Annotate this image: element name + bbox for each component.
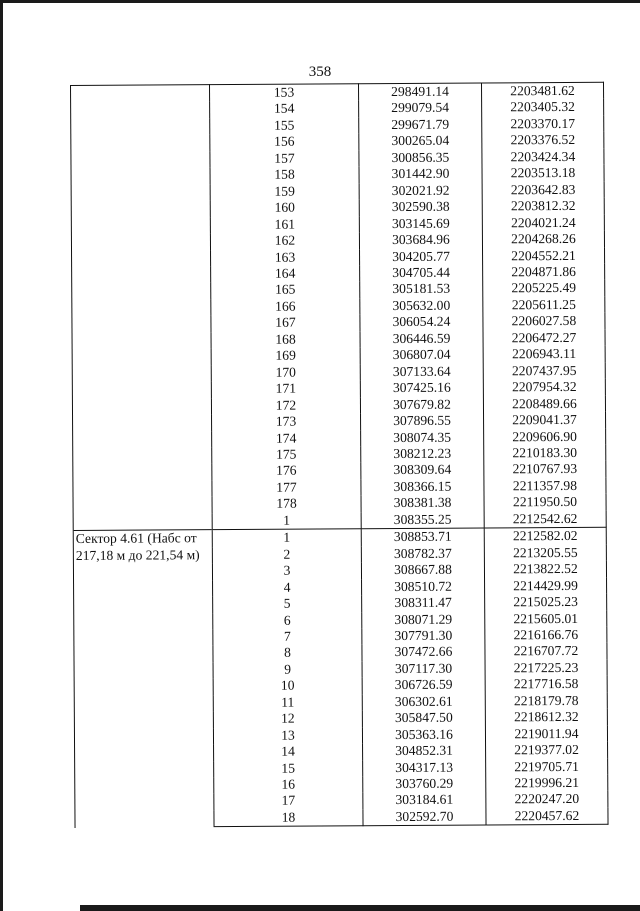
x-coordinate-cell: 304317.13 xyxy=(363,759,486,776)
point-number-cell: 161 xyxy=(210,216,359,233)
x-coordinate-cell: 308366.15 xyxy=(361,478,484,495)
x-coordinate-cell: 308355.25 xyxy=(361,511,484,529)
y-coordinate-cell: 2211950.50 xyxy=(484,494,606,511)
point-number-cell: 172 xyxy=(211,397,360,414)
x-coordinate-cell: 308667.88 xyxy=(361,562,484,579)
y-coordinate-cell: 2207954.32 xyxy=(483,379,605,396)
x-coordinate-cell: 306807.04 xyxy=(360,347,483,364)
point-number-cell: 154 xyxy=(210,101,359,118)
x-coordinate-cell: 299671.79 xyxy=(359,116,482,133)
x-coordinate-cell: 306446.59 xyxy=(360,330,483,347)
point-number-cell: 17 xyxy=(214,793,363,810)
x-coordinate-cell: 304205.77 xyxy=(360,248,483,265)
point-number-cell: 10 xyxy=(213,678,362,695)
x-coordinate-cell: 308212.23 xyxy=(361,445,484,462)
point-number-cell: 5 xyxy=(213,595,362,612)
y-coordinate-cell: 2206472.27 xyxy=(483,330,605,347)
point-number-cell: 165 xyxy=(211,282,360,299)
x-coordinate-cell: 307117.30 xyxy=(362,660,485,677)
y-coordinate-cell: 2206943.11 xyxy=(483,346,605,363)
y-coordinate-cell: 2205611.25 xyxy=(483,297,605,314)
point-number-cell: 170 xyxy=(211,364,360,381)
x-coordinate-cell: 308381.38 xyxy=(361,495,484,512)
point-number-cell: 14 xyxy=(214,743,363,760)
x-coordinate-cell: 301442.90 xyxy=(359,166,482,183)
y-coordinate-cell: 2204268.26 xyxy=(482,231,604,248)
x-coordinate-cell: 305632.00 xyxy=(360,297,483,314)
scan-edge-top xyxy=(0,0,640,3)
point-number-cell: 163 xyxy=(211,249,360,266)
y-coordinate-cell: 2219011.94 xyxy=(485,725,607,742)
point-number-cell: 13 xyxy=(213,727,362,744)
point-number-cell: 177 xyxy=(212,479,361,496)
y-coordinate-cell: 2208489.66 xyxy=(483,395,605,412)
point-number-cell: 175 xyxy=(212,446,361,463)
x-coordinate-cell: 307791.30 xyxy=(362,627,485,644)
y-coordinate-cell: 2218612.32 xyxy=(485,709,607,726)
point-number-cell: 18 xyxy=(214,809,363,827)
x-coordinate-cell: 308074.35 xyxy=(361,429,484,446)
point-number-cell: 156 xyxy=(210,134,359,151)
x-coordinate-cell: 305363.16 xyxy=(362,726,485,743)
y-coordinate-cell: 2203376.52 xyxy=(482,132,604,149)
point-number-cell: 174 xyxy=(212,430,361,447)
point-number-cell: 160 xyxy=(210,199,359,216)
y-coordinate-cell: 2210183.30 xyxy=(484,445,606,462)
y-coordinate-cell: 2209041.37 xyxy=(484,412,606,429)
y-coordinate-cell: 2216707.72 xyxy=(485,643,607,660)
point-number-cell: 157 xyxy=(210,150,359,167)
point-number-cell: 159 xyxy=(210,183,359,200)
y-coordinate-cell: 2211357.98 xyxy=(484,478,606,495)
point-number-cell: 178 xyxy=(212,496,361,513)
y-coordinate-cell: 2203370.17 xyxy=(482,116,604,133)
x-coordinate-cell: 303145.69 xyxy=(359,215,482,232)
y-coordinate-cell: 2219377.02 xyxy=(486,742,608,759)
y-coordinate-cell: 2219996.21 xyxy=(486,775,608,792)
point-number-cell: 168 xyxy=(211,331,360,348)
y-coordinate-cell: 2220247.20 xyxy=(486,791,608,808)
x-coordinate-cell: 308853.71 xyxy=(361,528,484,546)
point-number-cell: 166 xyxy=(211,298,360,315)
x-coordinate-cell: 303684.96 xyxy=(359,232,482,249)
y-coordinate-cell: 2203424.34 xyxy=(482,149,604,166)
x-coordinate-cell: 302590.38 xyxy=(359,199,482,216)
x-coordinate-cell: 307896.55 xyxy=(361,413,484,430)
point-number-cell: 171 xyxy=(211,380,360,397)
point-number-cell: 176 xyxy=(212,463,361,480)
y-coordinate-cell: 2203481.62 xyxy=(481,82,603,100)
x-coordinate-cell: 308510.72 xyxy=(362,578,485,595)
point-number-cell: 153 xyxy=(210,84,359,102)
x-coordinate-cell: 305847.50 xyxy=(362,710,485,727)
y-coordinate-cell: 2214429.99 xyxy=(485,577,607,594)
y-coordinate-cell: 2203642.83 xyxy=(482,181,604,198)
point-number-cell: 7 xyxy=(213,628,362,645)
y-coordinate-cell: 2217716.58 xyxy=(485,676,607,693)
point-number-cell: 155 xyxy=(210,117,359,134)
x-coordinate-cell: 304852.31 xyxy=(363,743,486,760)
y-coordinate-cell: 2204871.86 xyxy=(483,264,605,281)
sector-name-cell xyxy=(71,85,213,531)
x-coordinate-cell: 303760.29 xyxy=(363,776,486,793)
x-coordinate-cell: 305181.53 xyxy=(360,281,483,298)
page-number: 358 xyxy=(308,64,332,80)
point-number-cell: 3 xyxy=(212,562,361,579)
x-coordinate-cell: 302021.92 xyxy=(359,182,482,199)
point-number-cell: 162 xyxy=(210,232,359,249)
scan-edge-left xyxy=(0,0,3,911)
y-coordinate-cell: 2206027.58 xyxy=(483,313,605,330)
point-number-cell: 11 xyxy=(213,694,362,711)
x-coordinate-cell: 303184.61 xyxy=(363,792,486,809)
point-number-cell: 8 xyxy=(213,645,362,662)
point-number-cell: 2 xyxy=(212,546,361,563)
point-number-cell: 169 xyxy=(211,347,360,364)
point-number-cell: 4 xyxy=(213,579,362,596)
y-coordinate-cell: 2204552.21 xyxy=(483,247,605,264)
x-coordinate-cell: 298491.14 xyxy=(358,83,481,101)
y-coordinate-cell: 2212542.62 xyxy=(484,511,606,529)
x-coordinate-cell: 306302.61 xyxy=(362,693,485,710)
x-coordinate-cell: 300856.35 xyxy=(359,149,482,166)
x-coordinate-cell: 307679.82 xyxy=(360,396,483,413)
x-coordinate-cell: 302592.70 xyxy=(363,808,486,826)
y-coordinate-cell: 2216166.76 xyxy=(485,627,607,644)
y-coordinate-cell: 2217225.23 xyxy=(485,660,607,677)
y-coordinate-cell: 2215605.01 xyxy=(485,610,607,627)
x-coordinate-cell: 306726.59 xyxy=(362,677,485,694)
x-coordinate-cell: 304705.44 xyxy=(360,264,483,281)
y-coordinate-cell: 2209606.90 xyxy=(484,428,606,445)
coordinates-table-body xyxy=(71,82,609,828)
point-number-cell: 6 xyxy=(213,612,362,629)
x-coordinate-cell: 299079.54 xyxy=(359,100,482,117)
x-coordinate-cell: 307472.66 xyxy=(362,644,485,661)
point-number-cell: 16 xyxy=(214,776,363,793)
y-coordinate-cell: 2218179.78 xyxy=(485,692,607,709)
y-coordinate-cell: 2210767.93 xyxy=(484,461,606,478)
y-coordinate-cell: 2203812.32 xyxy=(482,198,604,215)
y-coordinate-cell: 2204021.24 xyxy=(482,214,604,231)
y-coordinate-cell: 2213822.52 xyxy=(484,561,606,578)
x-coordinate-cell: 307425.16 xyxy=(360,380,483,397)
y-coordinate-cell: 2212582.02 xyxy=(484,527,606,545)
scan-edge-bottom xyxy=(80,905,640,911)
x-coordinate-cell: 308071.29 xyxy=(362,611,485,628)
y-coordinate-cell: 2203513.18 xyxy=(482,165,604,182)
point-number-cell: 167 xyxy=(211,315,360,332)
y-coordinate-cell: 2215025.23 xyxy=(485,594,607,611)
coordinates-table xyxy=(70,82,609,829)
sector-name-cell: Сектор 4.61 (Набс от 217,18 м до 221,54 м) xyxy=(73,530,214,828)
point-number-cell: 1 xyxy=(212,529,361,547)
y-coordinate-cell: 2213205.55 xyxy=(484,544,606,561)
point-number-cell: 164 xyxy=(211,265,360,282)
x-coordinate-cell: 306054.24 xyxy=(360,314,483,331)
y-coordinate-cell: 2220457.62 xyxy=(486,808,608,826)
x-coordinate-cell: 308311.47 xyxy=(362,595,485,612)
point-number-cell: 15 xyxy=(214,760,363,777)
point-number-cell: 12 xyxy=(213,710,362,727)
point-number-cell: 158 xyxy=(210,167,359,184)
y-coordinate-cell: 2205225.49 xyxy=(483,280,605,297)
point-number-cell: 1 xyxy=(212,512,361,530)
x-coordinate-cell: 300265.04 xyxy=(359,133,482,150)
y-coordinate-cell: 2219705.71 xyxy=(486,758,608,775)
x-coordinate-cell: 308309.64 xyxy=(361,462,484,479)
y-coordinate-cell: 2203405.32 xyxy=(482,99,604,116)
x-coordinate-cell: 308782.37 xyxy=(361,545,484,562)
x-coordinate-cell: 307133.64 xyxy=(360,363,483,380)
point-number-cell: 9 xyxy=(213,661,362,678)
point-number-cell: 173 xyxy=(212,413,361,430)
y-coordinate-cell: 2207437.95 xyxy=(483,362,605,379)
